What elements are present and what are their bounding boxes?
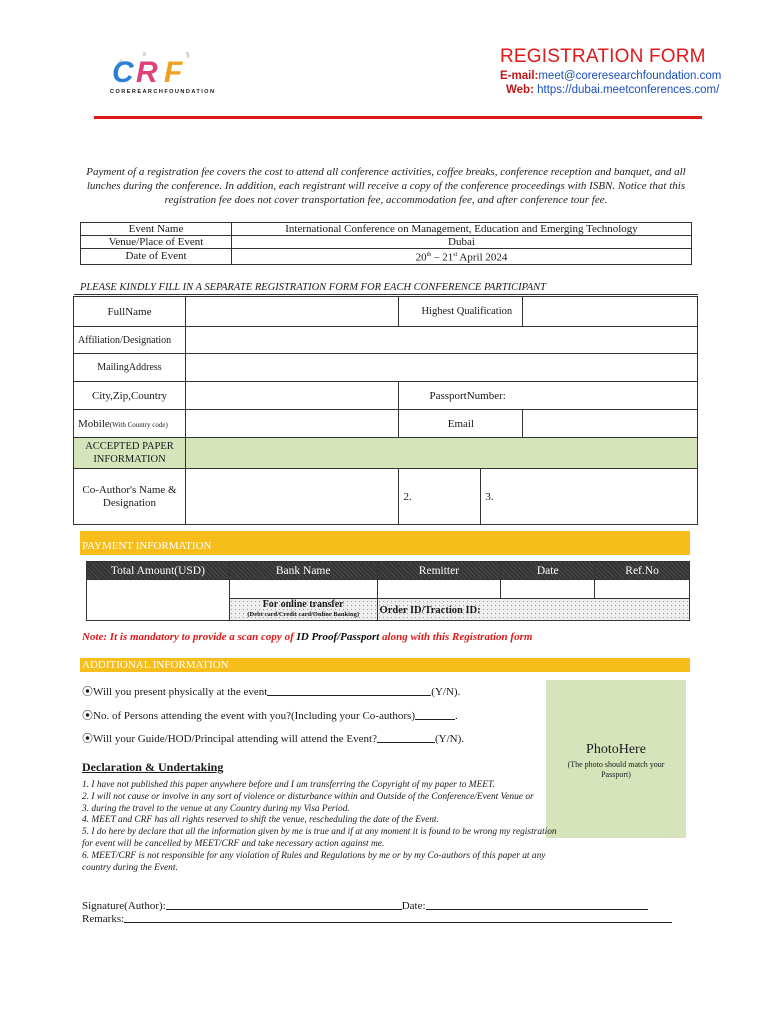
full-name-label: FullName [74, 297, 186, 327]
svg-text:F: F [164, 56, 183, 89]
payment-info-title: PAYMENT INFORMATION [82, 540, 212, 552]
additional-info-title: ADDITIONAL INFORMATION [82, 659, 229, 671]
svg-text:C: C [112, 56, 134, 89]
mobile-note: (With Country code) [109, 420, 168, 429]
affiliation-label: Affiliation/Designation [74, 327, 186, 354]
instruction-underline [74, 294, 698, 295]
photo-title: PhotoHere [586, 742, 646, 757]
co-author-1-field[interactable] [185, 469, 398, 525]
mobile-label: Mobile(With Country code) [74, 410, 186, 438]
event-row [81, 249, 692, 265]
co-author-2-field[interactable] [399, 469, 481, 525]
online-transfer-note: (Debt card/Credit card/Online Banking) [247, 610, 359, 618]
venue-label: Venue/Place of Event [81, 236, 232, 249]
form-title: REGISTRATION FORM [500, 46, 706, 67]
logo-subtitle: COREREARCHFOUNDATION [110, 89, 214, 95]
city-field[interactable] [185, 382, 398, 410]
co-author-3-field[interactable] [481, 469, 698, 525]
event-row [81, 236, 692, 249]
event-name-value: International Conference on Management, Education and Emerging Technology [232, 223, 692, 236]
date-header: Date [501, 562, 595, 580]
remarks-line [82, 913, 672, 925]
declaration-item: 2. I will not cause or involve in any sort of violence or disturbance within and Outside of the Conference/Event Venue or [82, 791, 534, 802]
question-guide: ⦿Will your Guide/HOD/Principal attending will attend the Event? (Y/N). [82, 733, 464, 745]
total-amount-header: Total Amount(USD) [87, 562, 230, 580]
city-label: City,Zip,Country [74, 382, 186, 410]
participant-form [73, 296, 698, 525]
signature-label: Signature(Author): [82, 900, 166, 912]
radio-icon[interactable]: ⦿ [82, 733, 93, 745]
declaration-list [82, 780, 557, 874]
co-author-label: Co-Author's Name & Designation [74, 469, 186, 525]
date-field[interactable] [501, 580, 595, 599]
radio-icon[interactable]: ⦿ [82, 686, 93, 698]
remarks-blank[interactable] [124, 922, 672, 923]
full-name-field[interactable] [185, 297, 398, 327]
event-row [81, 223, 692, 236]
email-line [500, 70, 721, 82]
ref-no-header: Ref.No [595, 562, 690, 580]
radio-icon[interactable]: ⦿ [82, 710, 93, 722]
event-name-label: Event Name [81, 223, 232, 236]
date-label: Date: [401, 900, 426, 912]
bank-name-header: Bank Name [229, 562, 377, 580]
payment-table [86, 561, 690, 621]
event-table [80, 222, 692, 265]
date-blank[interactable] [426, 909, 648, 910]
email-link[interactable]: meet@coreresearchfoundation.com [538, 70, 722, 82]
crf-logo [108, 52, 216, 96]
header-divider [94, 116, 702, 119]
declaration-title: Declaration & Undertaking [82, 760, 224, 774]
photo-box[interactable] [546, 680, 686, 838]
declaration-item: 4. MEET and CRF has all rights reserved to shift the venue, rescheduling the date of the Event. [82, 815, 439, 826]
passport-number-field[interactable] [399, 382, 698, 410]
co-author-3-label: 3. [485, 490, 494, 503]
physical-answer-blank[interactable] [267, 695, 431, 696]
question-physical: ⦿Will you present physically at the event (Y/N). [82, 686, 461, 698]
email-label: E-mail: [500, 70, 539, 82]
highest-qualification-label: Highest Qualification [399, 297, 523, 327]
remitter-header: Remitter [377, 562, 501, 580]
guide-answer-blank[interactable] [377, 742, 435, 743]
web-link[interactable]: https://dubai.meetconferences.com/ [537, 84, 720, 96]
mobile-field[interactable] [185, 410, 398, 438]
affiliation-field[interactable] [185, 327, 697, 354]
svg-text:R: R [136, 56, 158, 89]
web-line [506, 84, 719, 96]
remarks-label: Remarks: [82, 913, 125, 925]
declaration-item: 3. during the travel to the venue at any Country during my Visa Period. [82, 803, 350, 814]
intro-paragraph: Payment of a registration fee covers the cost to attend all conference activities, coffee breaks, conference reception and banquet, and all lunches during the conference. In addition, each registrant will receive a copy of the conference proceedings with ISBN. Notice that this registration fee does not cover transportation fee, accommodation fee, and after conference tour fee. [86, 166, 686, 206]
email-field[interactable] [523, 410, 698, 438]
passport-number-label: PassportNumber: [429, 389, 506, 402]
mailing-address-field[interactable] [185, 354, 697, 382]
signature-line [82, 900, 648, 912]
additional-info-bar [80, 658, 690, 672]
question-persons: ⦿No. of Persons attending the event with you?(Including your Co-authors) . [82, 710, 458, 722]
payment-info-bar [80, 531, 690, 555]
id-proof-note: Note: It is mandatory to provide a scan copy of ID Proof/Passport along with this Registration form [82, 631, 533, 643]
date-value: 20th – 21st April 2024 [232, 249, 692, 265]
ref-no-field[interactable] [595, 580, 690, 599]
email-label: Email [399, 410, 523, 438]
separate-form-instruction: PLEASE KINDLY FILL IN A SEPARATE REGISTRATION FORM FOR EACH CONFERENCE PARTICIPANT [80, 282, 546, 293]
accepted-paper-field[interactable] [185, 438, 697, 469]
date-label: Date of Event [81, 249, 232, 265]
total-amount-field[interactable] [87, 580, 230, 621]
photo-note: (The photo should match your Passport) [567, 760, 665, 779]
remitter-field[interactable] [377, 580, 501, 599]
bank-name-field[interactable] [229, 580, 377, 599]
online-transfer-cell [229, 599, 377, 621]
persons-answer-blank[interactable] [415, 719, 455, 720]
accepted-paper-label: ACCEPTED PAPER INFORMATION [74, 438, 186, 469]
mailing-address-label: MailingAddress [74, 354, 186, 382]
order-id-label: Order ID/Traction ID: [379, 604, 481, 616]
online-transfer-label: For online transfer [262, 598, 344, 610]
co-author-2-label: 2. [403, 490, 412, 503]
web-label: Web: [506, 84, 534, 96]
highest-qualification-field[interactable] [523, 297, 698, 327]
declaration-item: 6. MEET/CRF is not responsible for any violation of Rules and Regulations by me or by my Co-authors of this paper at any country during the Event. [82, 850, 546, 873]
signature-blank[interactable] [166, 909, 402, 910]
order-id-field[interactable] [377, 599, 689, 621]
declaration-item: 1. I have not published this paper anywhere before and I am transferring the Copyright of my paper to MEET. [82, 780, 495, 790]
venue-value: Dubai [232, 236, 692, 249]
declaration-item: 5. I do here by declare that all the information given by me is true and if at any moment it is found to be wrong my registration for event will be cancelled by MEET/CRF and take necessary action against me. [82, 827, 557, 849]
